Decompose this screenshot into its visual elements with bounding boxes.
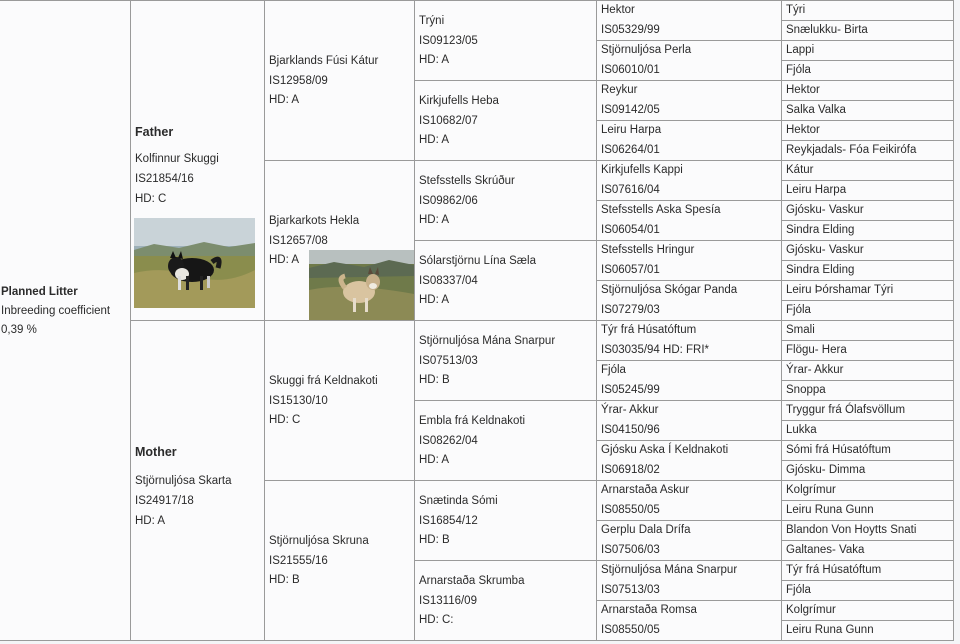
- gen4-cell: [596, 360, 782, 401]
- gen5-name: Blandon Von Hoytts Snati: [786, 524, 917, 536]
- gen2-hd: HD: A: [269, 254, 300, 266]
- gen4-reg: IS07506/03: [601, 544, 660, 556]
- gen4-cell: [596, 520, 782, 561]
- gen5-cell: [781, 420, 954, 441]
- gen4-name: Arnarstaða Askur: [601, 484, 690, 496]
- gen5-cell: [781, 220, 954, 241]
- planned-litter-cell: [0, 0, 131, 641]
- dog-photo-hekla: [309, 250, 414, 321]
- gen5-name: Kolgrímur: [786, 484, 836, 496]
- gen3-reg: IS16854/12: [419, 515, 478, 527]
- gen4-reg: IS06010/01: [601, 64, 660, 76]
- gen4-reg: IS07279/03: [601, 304, 660, 316]
- gen4-reg: IS08550/05: [601, 504, 660, 516]
- gen5-cell: [781, 340, 954, 361]
- gen4-name: Stefsstells Hringur: [601, 244, 695, 256]
- gen3-cell: [414, 560, 597, 641]
- gen3-hd: HD: A: [419, 134, 450, 146]
- gen4-name: Stjörnuljósa Mána Snarpur: [601, 564, 738, 576]
- gen5-cell: [781, 400, 954, 421]
- gen2-reg: IS21555/16: [269, 555, 328, 567]
- gen4-cell: [596, 160, 782, 201]
- planned-litter-title: Planned Litter: [1, 286, 78, 298]
- gen3-cell: [414, 480, 597, 561]
- mother-reg: IS24917/18: [135, 495, 194, 507]
- gen5-name: Ýrar- Akkur: [786, 364, 844, 376]
- father-heading: Father: [135, 125, 174, 139]
- gen5-cell: [781, 40, 954, 61]
- gen5-name: Kátur: [786, 164, 814, 176]
- gen4-name: Gjósku Aska Í Keldnakoti: [601, 444, 729, 456]
- gen5-name: Sómi frá Húsatóftum: [786, 444, 891, 456]
- gen5-name: Fjóla: [786, 304, 811, 316]
- gen4-cell: [596, 0, 782, 41]
- gen2-hd: HD: A: [269, 94, 300, 106]
- gen5-name: Hektor: [786, 124, 820, 136]
- father-hd: HD: C: [135, 193, 167, 205]
- gen3-name: Sólarstjörnu Lína Sæla: [419, 255, 536, 267]
- gen5-name: Leiru Runa Gunn: [786, 624, 874, 636]
- gen5-cell: [781, 480, 954, 501]
- gen3-reg: IS10682/07: [419, 115, 478, 127]
- gen5-cell: [781, 240, 954, 261]
- gen4-reg: IS08550/05: [601, 624, 660, 636]
- gen5-cell: [781, 460, 954, 481]
- gen4-cell: [596, 280, 782, 321]
- gen3-name: Arnarstaða Skrumba: [419, 575, 525, 587]
- mother-name: Stjörnuljósa Skarta: [135, 475, 232, 487]
- gen4-cell: [596, 560, 782, 601]
- dog-photo-father: [134, 218, 255, 308]
- gen4-reg: IS07513/03: [601, 584, 660, 596]
- gen5-name: Gjósku- Vaskur: [786, 204, 864, 216]
- mother-hd: HD: A: [135, 515, 166, 527]
- gen5-cell: [781, 320, 954, 341]
- gen3-cell: [414, 320, 597, 401]
- gen2-cell: [264, 480, 415, 641]
- gen5-cell: [781, 0, 954, 21]
- gen3-hd: HD: C:: [419, 614, 454, 626]
- gen5-name: Galtanes- Vaka: [786, 544, 865, 556]
- gen3-hd: HD: A: [419, 54, 450, 66]
- gen4-name: Týr frá Húsatóftum: [601, 324, 697, 336]
- gen3-hd: HD: B: [419, 374, 450, 386]
- gen5-cell: [781, 280, 954, 301]
- gen2-cell: [264, 0, 415, 161]
- gen5-cell: [781, 140, 954, 161]
- gen5-name: Leiru Runa Gunn: [786, 504, 874, 516]
- gen5-name: Snælukku- Birta: [786, 24, 868, 36]
- gen4-name: Stjörnuljósa Perla: [601, 44, 692, 56]
- gen4-reg: IS04150/96: [601, 424, 660, 436]
- gen2-name: Bjarklands Fúsi Kátur: [269, 55, 379, 67]
- gen3-reg: IS09862/06: [419, 195, 478, 207]
- gen3-reg: IS09123/05: [419, 35, 478, 47]
- gen4-name: Leiru Harpa: [601, 124, 662, 136]
- gen2-cell: [264, 160, 415, 321]
- gen5-cell: [781, 620, 954, 641]
- gen4-name: Kirkjufells Kappi: [601, 164, 683, 176]
- gen5-name: Fjóla: [786, 584, 811, 596]
- gen5-cell: [781, 100, 954, 121]
- father-name: Kolfinnur Skuggi: [135, 153, 219, 165]
- gen5-cell: [781, 180, 954, 201]
- gen4-reg: IS06054/01: [601, 224, 660, 236]
- gen4-reg: IS05329/99: [601, 24, 660, 36]
- gen4-cell: [596, 600, 782, 641]
- gen3-cell: [414, 240, 597, 321]
- gen5-cell: [781, 560, 954, 581]
- gen5-name: Kolgrímur: [786, 604, 836, 616]
- gen2-reg: IS15130/10: [269, 395, 328, 407]
- gen5-name: Gjósku- Dimma: [786, 464, 866, 476]
- gen5-cell: [781, 440, 954, 461]
- gen5-cell: [781, 60, 954, 81]
- gen5-cell: [781, 20, 954, 41]
- gen4-name: Hektor: [601, 4, 635, 16]
- gen5-cell: [781, 120, 954, 141]
- gen3-reg: IS07513/03: [419, 355, 478, 367]
- gen4-cell: [596, 320, 782, 361]
- gen4-reg: IS09142/05: [601, 104, 660, 116]
- gen5-cell: [781, 300, 954, 321]
- gen3-cell: [414, 80, 597, 161]
- gen5-cell: [781, 160, 954, 181]
- gen4-reg: IS07616/04: [601, 184, 660, 196]
- gen2-hd: HD: C: [269, 414, 301, 426]
- gen3-name: Stjörnuljósa Mána Snarpur: [419, 335, 556, 347]
- gen4-reg: IS05245/99: [601, 384, 660, 396]
- gen5-name: Reykjadals- Fóa Feikirófa: [786, 144, 917, 156]
- gen3-hd: HD: B: [419, 534, 450, 546]
- gen5-name: Gjósku- Vaskur: [786, 244, 864, 256]
- gen5-name: Fjóla: [786, 64, 811, 76]
- gen3-hd: HD: A: [419, 454, 450, 466]
- gen5-name: Hektor: [786, 84, 820, 96]
- gen3-reg: IS08262/04: [419, 435, 478, 447]
- gen5-name: Leiru Þórshamar Týri: [786, 284, 894, 296]
- gen4-name: Ýrar- Akkur: [601, 404, 659, 416]
- gen2-hd: HD: B: [269, 574, 300, 586]
- gen5-cell: [781, 200, 954, 221]
- gen4-reg: IS06264/01: [601, 144, 660, 156]
- gen5-name: Sindra Elding: [786, 264, 855, 276]
- gen3-reg: IS08337/04: [419, 275, 478, 287]
- gen4-cell: [596, 80, 782, 121]
- mother-heading: Mother: [135, 445, 177, 459]
- gen4-name: Reykur: [601, 84, 638, 96]
- gen4-cell: [596, 120, 782, 161]
- gen3-cell: [414, 400, 597, 481]
- gen4-cell: [596, 40, 782, 81]
- gen4-name: Stjörnuljósa Skógar Panda: [601, 284, 738, 296]
- gen3-name: Stefsstells Skrúður: [419, 175, 515, 187]
- gen4-name: Stefsstells Aska Spesía: [601, 204, 721, 216]
- gen5-cell: [781, 500, 954, 521]
- gen5-name: Sindra Elding: [786, 224, 855, 236]
- mother-cell: [130, 320, 265, 641]
- gen5-cell: [781, 580, 954, 601]
- gen5-name: Lukka: [786, 424, 817, 436]
- gen3-name: Snætinda Sómi: [419, 495, 498, 507]
- gen5-name: Týr frá Húsatóftum: [786, 564, 882, 576]
- gen4-cell: [596, 200, 782, 241]
- gen2-name: Skuggi frá Keldnakoti: [269, 375, 378, 387]
- gen2-name: Stjörnuljósa Skruna: [269, 535, 369, 547]
- gen3-name: Kirkjufells Heba: [419, 95, 499, 107]
- gen3-name: Trýni: [419, 15, 445, 27]
- gen4-cell: [596, 240, 782, 281]
- gen4-name: Arnarstaða Romsa: [601, 604, 697, 616]
- gen5-name: Tryggur frá Ólafsvöllum: [786, 404, 906, 416]
- gen5-name: Salka Valka: [786, 104, 846, 116]
- gen3-cell: [414, 0, 597, 81]
- gen5-name: Lappi: [786, 44, 815, 56]
- gen5-cell: [781, 260, 954, 281]
- gen3-hd: HD: A: [419, 294, 450, 306]
- gen2-reg: IS12958/09: [269, 75, 328, 87]
- gen5-cell: [781, 380, 954, 401]
- gen5-name: Smali: [786, 324, 815, 336]
- gen4-cell: [596, 400, 782, 441]
- gen4-cell: [596, 440, 782, 481]
- gen5-cell: [781, 540, 954, 561]
- gen5-name: Leiru Harpa: [786, 184, 847, 196]
- gen4-cell: [596, 480, 782, 521]
- father-reg: IS21854/16: [135, 173, 194, 185]
- gen3-reg: IS13116/09: [419, 595, 477, 607]
- inbreeding-value: 0,39 %: [1, 324, 37, 336]
- gen4-name: Fjóla: [601, 364, 626, 376]
- gen2-cell: [264, 320, 415, 481]
- gen4-reg: IS06918/02: [601, 464, 660, 476]
- gen3-hd: HD: A: [419, 214, 450, 226]
- gen5-name: Flögu- Hera: [786, 344, 847, 356]
- gen4-name: Gerplu Dala Drífa: [601, 524, 691, 536]
- gen5-cell: [781, 600, 954, 621]
- gen5-name: Snoppa: [786, 384, 826, 396]
- gen3-name: Embla frá Keldnakoti: [419, 415, 526, 427]
- gen5-name: Týri: [786, 4, 806, 16]
- inbreeding-label: Inbreeding coefficient: [1, 305, 111, 317]
- gen5-cell: [781, 360, 954, 381]
- gen5-cell: [781, 520, 954, 541]
- gen2-reg: IS12657/08: [269, 235, 328, 247]
- gen4-reg: IS06057/01: [601, 264, 660, 276]
- gen4-reg: IS03035/94 HD: FRI*: [601, 344, 710, 356]
- gen2-name: Bjarkarkots Hekla: [269, 215, 360, 227]
- gen3-cell: [414, 160, 597, 241]
- father-cell: [130, 0, 265, 321]
- gen5-cell: [781, 80, 954, 101]
